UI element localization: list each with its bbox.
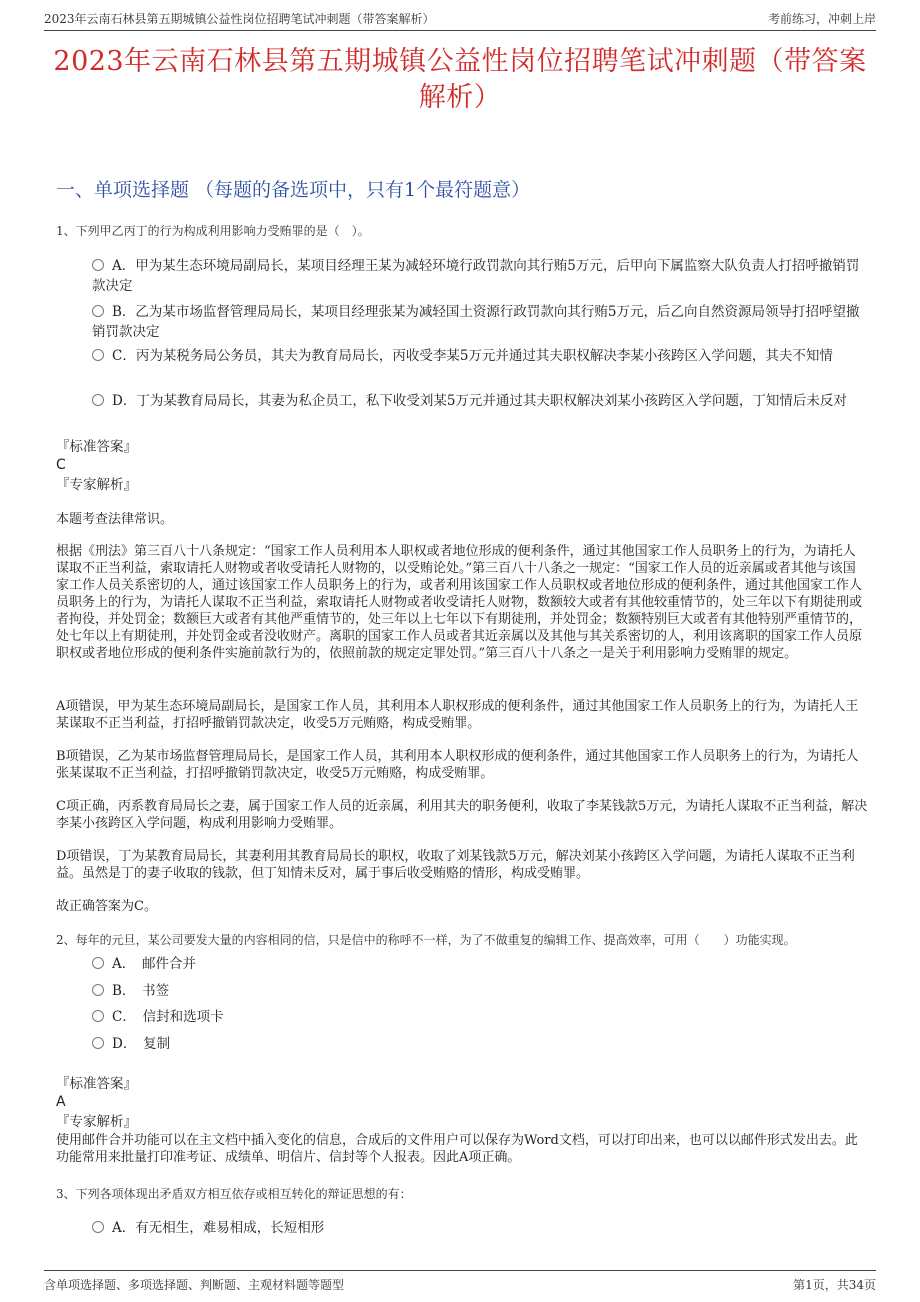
radio-icon[interactable]	[92, 305, 104, 317]
footer-page-number: 第1页，共34页	[793, 1278, 876, 1292]
radio-icon[interactable]	[92, 259, 104, 271]
q1-option-d[interactable]: D．丁为某教育局局长，其妻为私企员工，私下收受刘某5万元并通过其夫职权解决刘某小孩跨区入学问题，丁知情后未反对	[92, 391, 862, 411]
q1-analysis-law: 根据《刑法》第三百八十八条规定：“国家工作人员利用本人职权或者地位形成的便利条件，通过其他国家工作人员职务上的行为，为请托人谋取不正当利益，索取请托人财物或者收受请托人财物的，以受贿论处。”第三百八十八条之一规定：“国家工作人员的近亲属或者其他与该国家工作人员关系密切的人，通过该国家工作人员职务上的行为，或者利用该国家工作人员职权或者地位形成的便利条件，通过其他国家工作人员职务上的行为，为请托人谋取不正当利益，索取请托人财物或者收受请托人财物，数额较大或者有其他较重情节的，处三年以下有期徒刑或者拘役，并处罚金；数额巨大或者有其他严重情节的，处三年以上七年以下有期徒刑，并处罚金；数额特别巨大或者有其他特别严重情节的，处七年以上有期徒刑，并处罚金或者没收财产。离职的国家工作人员或者其近亲属以及其他与其关系密切的人，利用该离职的国家工作人员原职权或者地位形成的便利条件实施前款行为的，依照前款的规定定罪处罚。”第三百八十八条之一是关于利用影响力受贿罪的规定。	[56, 544, 863, 661]
q1-analysis-c: C项正确，丙系教育局局长之妻，属于国家工作人员的近亲属，利用其夫的职务便利，收取了李某钱款5万元，为请托人谋取不正当利益，解决李某小孩跨区入学问题，构成利用影响力受贿罪。	[56, 799, 868, 831]
q1-analysis-intro: 本题考查法律常识。	[56, 512, 174, 527]
question-3-stem: 3、下列各项体现出矛盾双方相互依存或相互转化的辩证思想的有：	[56, 1187, 412, 1201]
radio-icon[interactable]	[92, 394, 104, 406]
q1-analysis-b: B项错误，乙为某市场监督管理局局长，是国家工作人员，其利用本人职权形成的便利条件，通过其他国家工作人员职务上的行为，为请托人张某谋取不正当利益，打招呼撤销罚款决定，收受5万元贿赂，构成受贿罪。	[56, 749, 859, 781]
q2-option-b[interactable]: B． 书签	[92, 981, 862, 1001]
q1-analysis-a: A项错误，甲为某生态环境局副局长，是国家工作人员，其利用本人职权形成的便利条件，通过其他国家工作人员职务上的行为，为请托人王某谋取不正当利益，打招呼撤销罚款决定，收受5万元贿赂，构成受贿罪。	[56, 699, 859, 731]
q1-expert-analysis-label: 『专家解析』	[56, 477, 137, 493]
radio-icon[interactable]	[92, 349, 104, 361]
radio-icon[interactable]	[92, 984, 104, 996]
q2-option-d[interactable]: D． 复制	[92, 1034, 862, 1054]
radio-icon[interactable]	[92, 1010, 104, 1022]
q2-option-a[interactable]: A． 邮件合并	[92, 954, 862, 974]
q2-answer: A	[56, 1094, 66, 1110]
q2-option-c[interactable]: C． 信封和选项卡	[92, 1007, 862, 1027]
q2-standard-answer-label: 『标准答案』	[56, 1076, 137, 1092]
section-heading: 一、单项选择题 （每题的备选项中，只有1个最符题意）	[56, 179, 531, 201]
q1-option-a[interactable]: A．甲为某生态环境局副局长，某项目经理王某为减轻环境行政罚款向其行贿5万元，后甲向下属监察大队负责人打招呼撤销罚款决定	[92, 258, 860, 294]
q2-expert-analysis-label: 『专家解析』	[56, 1114, 137, 1130]
q2-analysis: 使用邮件合并功能可以在主文档中插入变化的信息，合成后的文件用户可以保存为Word文档，可以打印出来，也可以以邮件形式发出去。此功能常用来批量打印准考证、成绩单、明信片、信封等个人报表。因此A项正确。	[56, 1133, 858, 1165]
header-slogan: 考前练习，冲刺上岸	[767, 12, 876, 26]
q1-answer: C	[56, 457, 66, 473]
radio-icon[interactable]	[92, 1037, 104, 1049]
radio-icon[interactable]	[92, 957, 104, 969]
question-1-stem: 1、下列甲乙丙丁的行为构成利用影响力受贿罪的是（ ）。	[56, 224, 370, 238]
q1-option-c[interactable]: C．丙为某税务局公务员，其夫为教育局局长，丙收受李某5万元并通过其夫职权解决李某小孩跨区入学问题，其夫不知情	[92, 346, 862, 366]
page-footer	[44, 1270, 876, 1293]
q1-analysis-d: D项错误，丁为某教育局局长，其妻利用其教育局局长的职权，收取了刘某钱款5万元，解决刘某小孩跨区入学问题，为请托人谋取不正当利益。虽然是丁的妻子收取的钱款，但丁知情未反对，属于事后收受贿赂的情形，构成受贿罪。	[56, 849, 855, 881]
footer-question-types: 含单项选择题、多项选择题、判断题、主观材料题等题型	[44, 1278, 345, 1292]
document-title: 2023年云南石林县第五期城镇公益性岗位招聘笔试冲刺题（带答案解析）	[53, 46, 867, 113]
q1-analysis-conclusion: 故正确答案为C。	[56, 899, 157, 914]
page-header	[44, 10, 876, 31]
question-2-stem: 2、每年的元旦，某公司要发大量的内容相同的信，只是信中的称呼不一样，为了不做重复的编辑工作、提高效率，可用（ ）功能实现。	[56, 933, 796, 947]
header-doc-title: 2023年云南石林县第五期城镇公益性岗位招聘笔试冲刺题（带答案解析）	[44, 12, 435, 26]
q1-option-b[interactable]: B．乙为某市场监督管理局局长，某项目经理张某为减轻国土资源行政罚款向其行贿5万元，后乙向自然资源局领导打招呼望撤销罚款决定	[92, 304, 860, 340]
radio-icon[interactable]	[92, 1221, 104, 1233]
q3-option-a[interactable]: A．有无相生，难易相成，长短相形	[92, 1218, 862, 1238]
q1-standard-answer-label: 『标准答案』	[56, 439, 137, 455]
